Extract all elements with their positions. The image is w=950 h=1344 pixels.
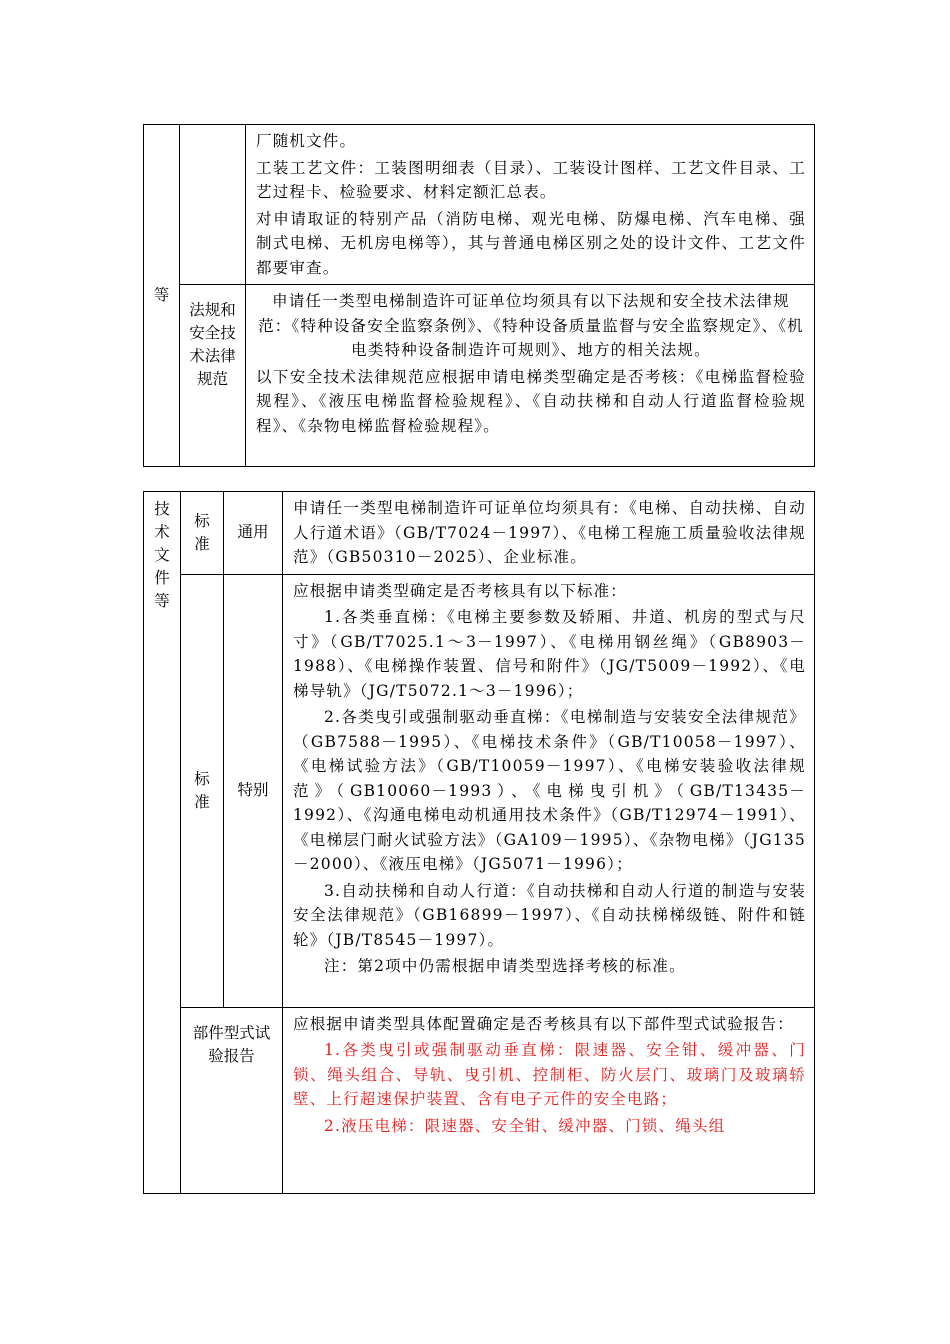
regulations-table: [143, 124, 815, 467]
category-cell: [144, 125, 180, 467]
special-label: 特别: [237, 781, 269, 799]
paragraph: 应根据申请类型具体配置确定是否考核具有以下部件型式试验报告：: [293, 1014, 795, 1033]
paragraph: 1.各类垂直梯：《电梯主要参数及轿厢、井道、机房的型式与尺寸》（GB/T7025.1～3－1997）、《电梯用钢丝绳》（GB8903－1988）、《电梯操作装置、信号和附件》（JG/T5009－1992）、《电梯导轨》（JG/T5072.1～3－1996）；: [293, 608, 806, 700]
paragraph: 申请任一类型电梯制造许可证单位均须具有以下法规和安全技术法律规范：《特种设备安全监察条例》、《特种设备质量监督与安全监察规定》、《机电类特种设备制造许可规则》、地方的相关法规。: [258, 292, 804, 359]
general-label-cell: [224, 492, 283, 575]
special-content-cell: [283, 574, 815, 1007]
parts-label-cell: [181, 1007, 283, 1194]
standards-table: [143, 491, 815, 1194]
regulations-label: 法规和安全技术法律规范: [189, 301, 236, 388]
category-label: 等: [153, 286, 170, 304]
general-label: 通用: [237, 523, 269, 542]
tech-docs-label: 技术文件等: [154, 500, 170, 610]
tech-docs-cell: [144, 492, 181, 1194]
paragraph: 3.自动扶梯和自动人行道：《自动扶梯和自动人行道的制造与安装安全法律规范》（GB16899－1997）、《自动扶梯梯级链、附件和链轮》（JB/T8545－1997）。: [293, 881, 806, 949]
paragraph: 对申请取证的特别产品（消防电梯、观光电梯、防爆电梯、汽车电梯、强制式电梯、无机房电梯等），其与普通电梯区别之处的设计文件、工艺文件都要审查。: [256, 209, 806, 277]
parts-label: 部件型式试验报告: [192, 1023, 271, 1065]
std-label: 标准: [194, 769, 210, 811]
std-label-cell-2: [181, 574, 224, 1007]
paragraph: 以下安全技术法律规范应根据申请电梯类型确定是否考核：《电梯监督检验规程》、《液压电梯监督检验规程》、《自动扶梯和自动人行道监督检验规程》、《杂物电梯监督检验规程》。: [256, 367, 806, 435]
paragraph: 2.各类曳引或强制驱动垂直梯：《电梯制造与安装安全法律规范》（GB7588－1995）、《电梯技术条件》（GB/T10058－1997）、《电梯试验方法》（GB/T10059－1997）、《电梯安装验收法律规范》（GB10060－1993）、《电梯曳引机》（GB/T13435－1992）、《沟通电梯电动机通用技术条件》（GB/T12974－1991）、《电梯层门耐火试验方法》（GA109－1995）、《杂物电梯》（JG135－2000）、《液压电梯》（JG5071－1996）；: [293, 708, 806, 873]
regulations-content-cell: [246, 285, 815, 467]
paragraph: 应根据申请类型确定是否考核具有以下标准：: [293, 581, 628, 600]
general-content-cell: [283, 492, 815, 575]
paragraph: 厂随机文件。: [256, 132, 357, 150]
process-docs-cell: [246, 125, 815, 285]
regulations-label-cell: [180, 285, 246, 467]
paragraph: 申请任一类型电梯制造许可证单位均须具有：《电梯、自动扶梯、自动人行道术语》（GB/T7024－1997）、《电梯工程施工质量验收法律规范》（GB50310－2025）、企业标准。: [293, 499, 806, 566]
std-label: 标准: [194, 511, 210, 553]
std-label-cell: [181, 492, 224, 575]
highlight-paragraph: 2.液压电梯：限速器、安全钳、缓冲器、门锁、绳头组: [324, 1116, 726, 1135]
empty-label-cell: [180, 125, 246, 285]
special-label-cell: [224, 574, 283, 1007]
highlight-paragraph: 1.各类曳引或强制驱动垂直梯：限速器、安全钳、缓冲器、门锁、绳头组合、导轨、曳引机、控制柜、防火层门、玻璃门及玻璃轿壁、上行超速保护装置、含有电子元件的安全电路；: [293, 1041, 806, 1108]
note: 注：第2项中仍需根据申请类型选择考核的标准。: [324, 957, 686, 975]
paragraph: 工装工艺文件：工装图明细表（目录）、工装设计图样、工艺文件目录、工艺过程卡、检验要求、材料定额汇总表。: [256, 158, 806, 201]
parts-content-cell: [283, 1007, 815, 1194]
